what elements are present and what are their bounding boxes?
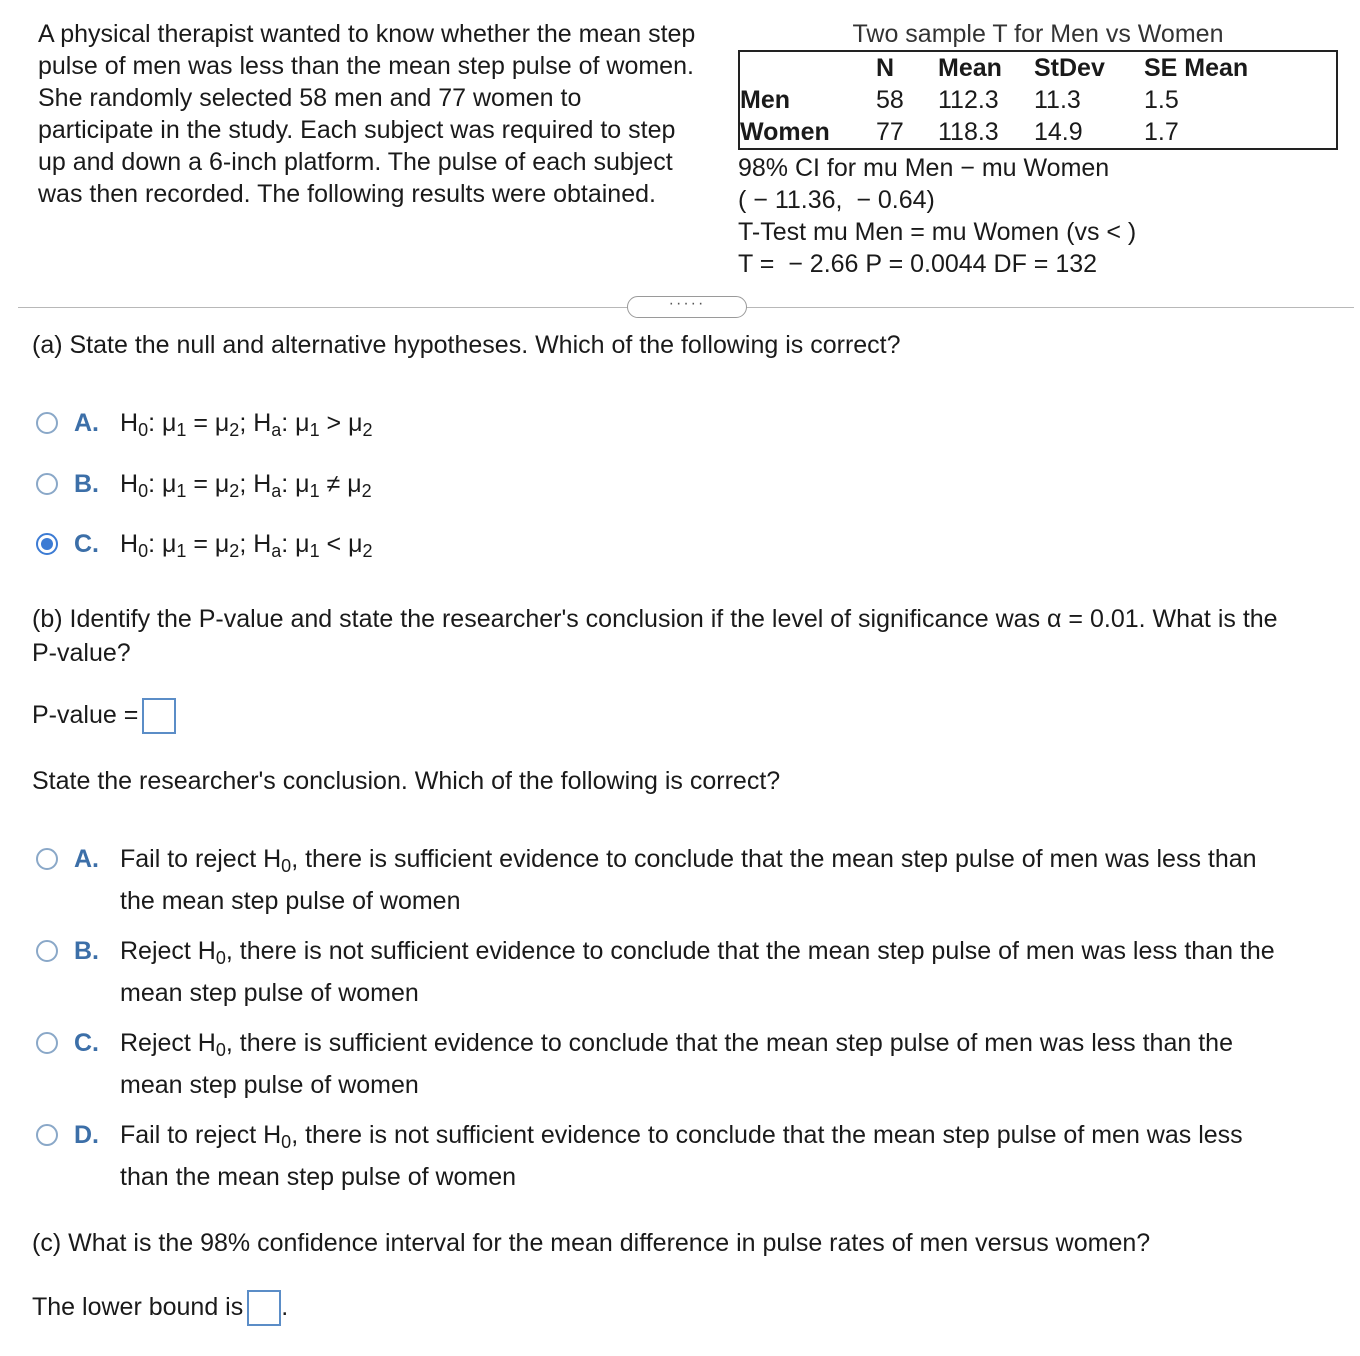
problem-line: A physical therapist wanted to know whether the mean step bbox=[38, 20, 696, 48]
women-stdev: 14.9 bbox=[1034, 118, 1083, 146]
stats-table bbox=[738, 50, 1338, 150]
row-label-men: Men bbox=[740, 86, 790, 114]
option-text: Fail to reject $H_0$, there is not sufficient evidence to conclude that the mean step pulse of men was less bbox=[120, 1121, 1243, 1152]
part-c-question: (c) What is the 98% confidence interval for the mean difference in pulse rates of men versus women? bbox=[32, 1229, 1151, 1257]
option-text: $H_0$: $\mu_1 = \mu_2$; $H_a$: $\mu_1 > \mu_2$ bbox=[120, 409, 373, 440]
header-mean: Mean bbox=[938, 54, 1002, 82]
option-text-line2: than the mean step pulse of women bbox=[120, 1163, 517, 1191]
women-mean: 118.3 bbox=[938, 118, 999, 146]
radio-button[interactable] bbox=[36, 412, 58, 434]
problem-line: was then recorded. The following results were obtained. bbox=[38, 180, 656, 208]
option-letter: B. bbox=[74, 470, 99, 498]
problem-statement bbox=[38, 18, 738, 210]
radio-button[interactable] bbox=[36, 1032, 58, 1054]
header-se-mean: SE Mean bbox=[1144, 54, 1249, 82]
option-letter: C. bbox=[74, 530, 99, 558]
women-n: 77 bbox=[876, 118, 904, 146]
radio-button[interactable] bbox=[36, 848, 58, 870]
option-text-line2: mean step pulse of women bbox=[120, 1071, 419, 1099]
problem-line: pulse of men was less than the mean step pulse of women. bbox=[38, 52, 694, 80]
option-letter: A. bbox=[74, 409, 99, 437]
test-label: T-Test mu Men = mu Women (vs < ) bbox=[738, 218, 1137, 246]
part-b-question bbox=[32, 602, 1278, 670]
men-se: 1.5 bbox=[1144, 86, 1179, 114]
ci-value: ( − 11.36, − 0.64) bbox=[738, 186, 935, 214]
row-label-women: Women bbox=[740, 118, 830, 146]
men-n: 58 bbox=[876, 86, 904, 114]
test-result: T = − 2.66 P = 0.0044 DF = 132 bbox=[738, 250, 1098, 278]
pvalue-label: P-value = bbox=[32, 701, 139, 729]
problem-line: participate in the study. Each subject was required to step bbox=[38, 116, 676, 144]
option-text: $H_0$: $\mu_1 = \mu_2$; $H_a$: $\mu_1 < \mu_2$ bbox=[120, 530, 373, 561]
men-stdev: 11.3 bbox=[1034, 86, 1081, 114]
t-test-output bbox=[738, 18, 1338, 280]
radio-button[interactable] bbox=[36, 1124, 58, 1146]
option-text-line2: the mean step pulse of women bbox=[120, 887, 461, 915]
option-text: $H_0$: $\mu_1 = \mu_2$; $H_a$: $\mu_1 \ne \mu_2$ bbox=[120, 470, 372, 501]
pvalue-input[interactable] bbox=[142, 698, 176, 734]
ci-label: 98% CI for mu Men − mu Women bbox=[738, 154, 1110, 182]
option-text: Reject $H_0$, there is not sufficient evidence to conclude that the mean step pulse of men was less than the bbox=[120, 937, 1275, 968]
header-stdev: StDev bbox=[1034, 54, 1105, 82]
option-letter: B. bbox=[74, 937, 99, 965]
output-title: Two sample T for Men vs Women bbox=[852, 20, 1224, 48]
radio-button-selected[interactable] bbox=[36, 533, 58, 555]
lower-bound-input[interactable] bbox=[247, 1290, 281, 1326]
option-text: Fail to reject $H_0$, there is sufficient evidence to conclude that the mean step pulse of men was less than bbox=[120, 845, 1257, 876]
radio-button[interactable] bbox=[36, 940, 58, 962]
part-a-question: (a) State the null and alternative hypotheses. Which of the following is correct? bbox=[32, 331, 901, 359]
option-letter: D. bbox=[74, 1121, 99, 1149]
lower-bound-label: The lower bound is bbox=[32, 1293, 244, 1321]
part-b-question-line: P-value? bbox=[32, 639, 131, 667]
women-se: 1.7 bbox=[1144, 118, 1179, 146]
lower-bound-row bbox=[32, 1290, 288, 1326]
part-b-question-line: (b) Identify the P-value and state the researcher's conclusion if the level of significance was α = 0.01. What is the bbox=[32, 605, 1278, 633]
expand-button[interactable]: ····· bbox=[627, 296, 747, 318]
option-letter: C. bbox=[74, 1029, 99, 1057]
lower-bound-suffix: . bbox=[281, 1293, 289, 1321]
option-text: Reject $H_0$, there is sufficient evidence to conclude that the mean step pulse of men was less than the bbox=[120, 1029, 1233, 1060]
problem-line: She randomly selected 58 men and 77 women to bbox=[38, 84, 582, 112]
header-n: N bbox=[876, 54, 895, 82]
pvalue-row bbox=[32, 698, 176, 734]
men-mean: 112.3 bbox=[938, 86, 999, 114]
conclusion-question: State the researcher's conclusion. Which of the following is correct? bbox=[32, 767, 781, 795]
option-text-line2: mean step pulse of women bbox=[120, 979, 419, 1007]
problem-line: up and down a 6-inch platform. The pulse of each subject bbox=[38, 148, 673, 176]
radio-button[interactable] bbox=[36, 473, 58, 495]
option-letter: A. bbox=[74, 845, 99, 873]
